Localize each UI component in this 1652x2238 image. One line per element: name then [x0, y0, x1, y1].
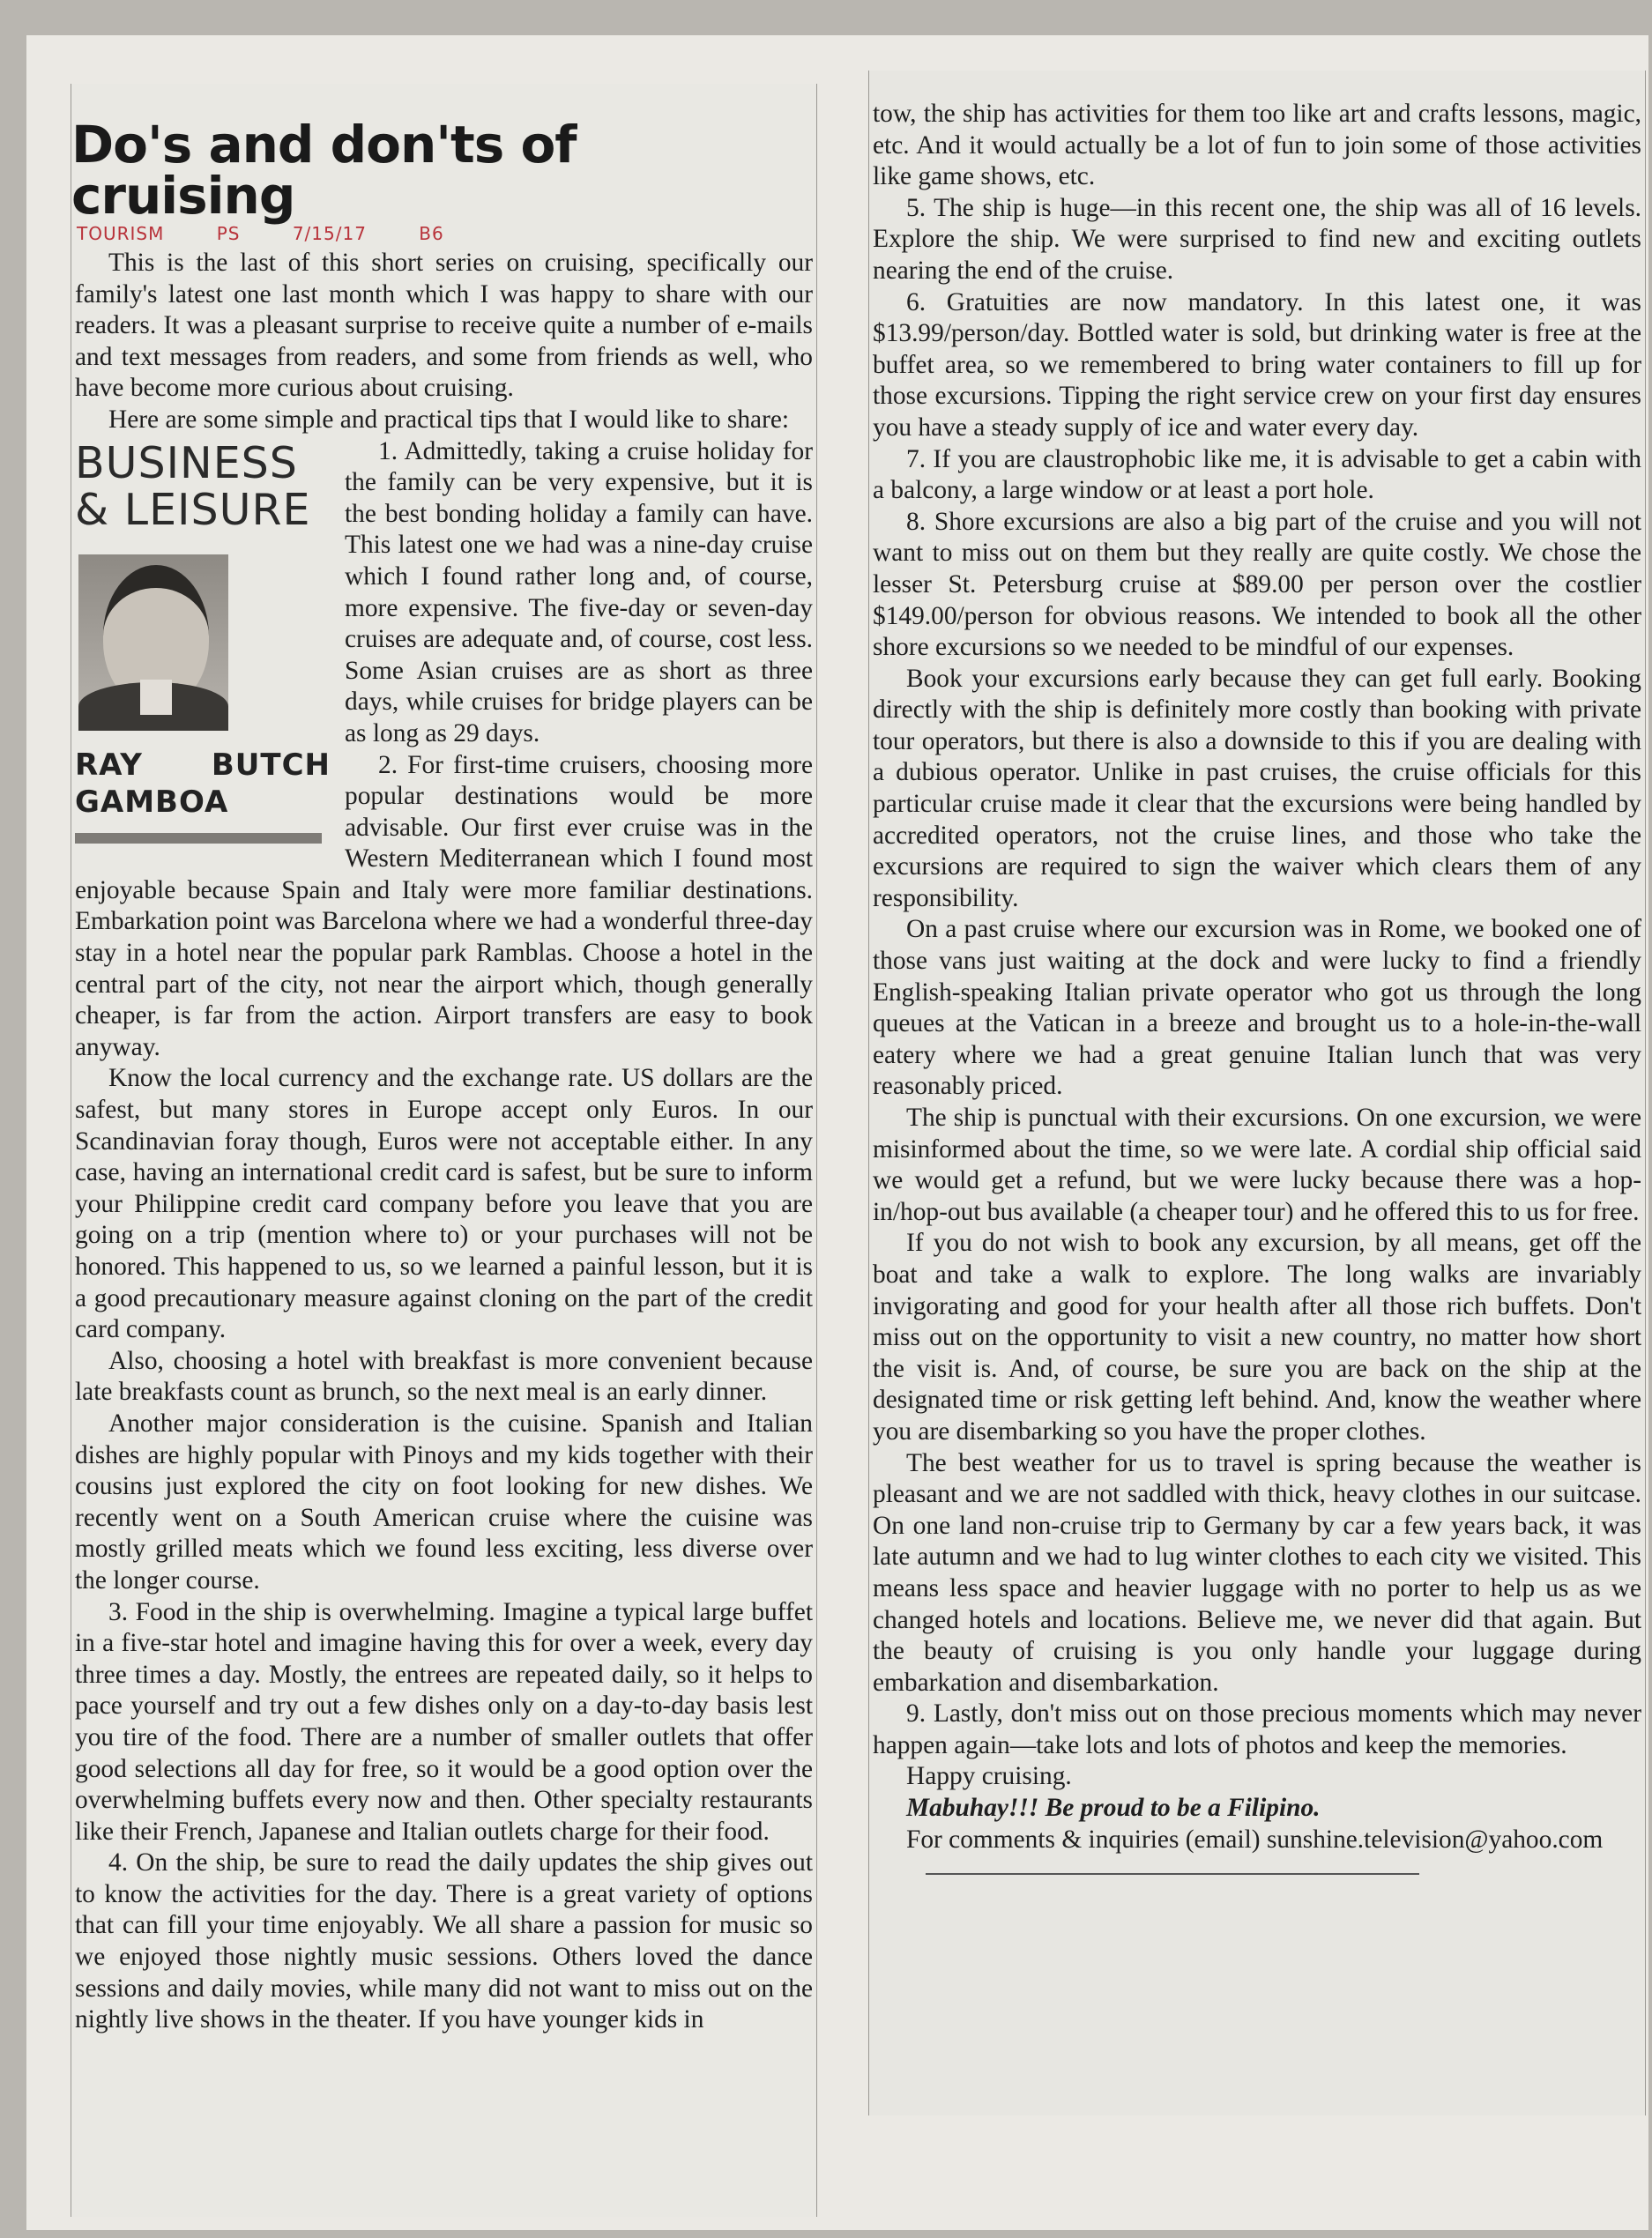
headline: Do's and don'ts of cruising: [71, 115, 577, 226]
paragraph: Happy cruising.: [906, 1762, 1072, 1791]
paragraph: 6. Gratuities are now mandatory. In this latest one, it was $13.99/person/day. Bottled water is sold, but drinking water is free at the buffet area, so we remembered to bring water containers to fill up for those excursions. Tipping the right service crew on your first day ensures you have a steady supply of ice and water every day.: [873, 287, 1641, 442]
handwritten-annotation: TOURISM PS 7/15/17 B6: [77, 223, 444, 244]
paragraph: Here are some simple and practical tips that I would like to share:: [108, 405, 790, 434]
paragraph: 9. Lastly, don't miss out on those precious moments which may never happen again—take lots and lots of photos and keep the memories.: [873, 1699, 1641, 1759]
paragraph: The ship is punctual with their excursions. On one excursion, we were misinformed about the time, so we were late. A cordial ship official said we would get a refund, but we were lucky because there was a hop-in/hop-out bus available (a cheaper tour) and he offered this to us for free.: [873, 1104, 1641, 1226]
paragraph: tow, the ship has activities for them too like art and crafts lessons, magic, etc. And it would actually be a lot of fun to join some of those activities like game shows, etc.: [873, 100, 1641, 191]
paragraph: The best weather for us to travel is spring because the weather is pleasant and we are not saddled with thick, heavy clothes in our suitcase. On one land non-cruise trip to Germany by car a few years back, it was late autumn and we had to lug winter clothes to each city we visited. This means less space and heavier luggage with no porter to help us as we changed hotels and locations. Believe me, we never did that again. But the beauty of cruising is you only handle your luggage during embarkation and disembarkation.: [873, 1448, 1641, 1697]
paragraph: 3. Food in the ship is overwhelming. Imagine a typical large buffet in a five-star hotel and imagine having this for over a week, every day three times a day. Mostly, the entrees are repeated daily, so it helps to pace yourself and try out a few dishes only on a day-to-day basis lest you tire of the food. There are a number of smaller outlets that offer good selections all day for free, so it would be a good option over the overwhelming buffets every now and then. Other specialty restaurants like their French, Japanese and Italian outlets charge for their food.: [75, 1597, 813, 1846]
paragraph: Book your excursions early because they can get full early. Booking directly with the ship is definitely more costly than booking with private tour operators, but there is also a downside to this if you are dealing with a dubious operator. Unlike in past cruises, the cruise officials for this particular cruise made it clear that the excursions were being handled by accredited operators, not the cruise lines, and those who take the excursions are required to sign the waiver which clears them of any responsibility.: [873, 664, 1641, 912]
paragraph: 7. If you are claustrophobic like me, it is advisable to get a cabin with a balcony, a large window or at least a port hole.: [873, 444, 1641, 505]
paragraph: 1. Admittedly, taking a cruise holiday for the family can be very expensive, but it is the best bonding holiday a family can have. This latest one we had was a nine-day cruise which I found rather long and, of course, more expensive. The five-day or seven-day cruises are adequate and, of course, cost less. Some Asian cruises are as short as three days, while cruises for bridge players can be as long as 29 days.: [345, 436, 813, 747]
paragraph: 8. Shore excursions are also a big part of the cruise and you will not want to miss out on them but they really are quite costly. We chose the lesser St. Petersburg cruise at $89.00 per person over the costlier $149.00/person for obvious reasons. We intended to book all the other shore excursions so we needed to be mindful of our expenses.: [873, 507, 1641, 662]
section-label: BUSINESS & LEISURE: [75, 437, 311, 535]
right-column: [868, 71, 1646, 2115]
paragraph: Also, choosing a hotel with breakfast is more convenient because late breakfasts count as brunch, so the next meal is an early dinner.: [75, 1346, 813, 1407]
paragraph: Another major consideration is the cuisine. Spanish and Italian dishes are highly popular with Pinoys and my kids together with their cousins just explored the city on foot looking for new dishes. We recently went on a South American cruise where the cuisine was mostly grilled meats which we found less exciting, less diverse over the longer course.: [75, 1409, 813, 1595]
paragraph: 5. The ship is huge—in this recent one, the ship was all of 16 levels. Explore the ship. We were surprised to find new and exciting outlets nearing the end of the cruise.: [873, 193, 1641, 285]
paragraph: 4. On the ship, be sure to read the daily updates the ship gives out to know the activities for the day. There is a great variety of options that can fill your time enjoyably. We all share a passion for music so we enjoyed those nightly music sessions. Others loved the dance sessions and daily movies, while many did not want to miss out on the nightly live shows in the theater. If you have younger kids in: [75, 1848, 813, 2034]
newspaper-clipping: [26, 35, 1648, 2230]
paragraph: Know the local currency and the exchange rate. US dollars are the safest, but many stores in Europe accept only Euros. In our Scandinavian foray though, Euros were not acceptable either. In any case, having an international credit card is safest, but be sure to inform your Philippine credit card company before you leave that you are going on a trip (mention where to) or your purchases will not be honored. This happened to us, so we learned a painful lesson, but it is a good precautionary measure against cloning on the part of the credit card company.: [75, 1064, 813, 1344]
right-body: [869, 71, 1645, 1875]
author-photo: [78, 554, 228, 731]
byline-box: [75, 437, 331, 844]
author-name: RAY BUTCH GAMBOA: [75, 747, 331, 820]
paragraph: This is the last of this short series on cruising, specifically our family's latest one last month which I was happy to share with our readers. It was a pleasant surprise to receive quite a number of e-mails and text messages from readers, and some from friends as well, who have become more curious about cruising.: [75, 249, 813, 403]
left-body: [71, 248, 816, 2036]
paragraph: 2. For first-time cruisers, choosing more popular destinations would be more advisable. Our first ever cruise was in the Western Mediterranean which I found most enjoyable because Spain and Italy were more familiar destinations. Embarkation point was Barcelona where we had a wonderful three-day stay in a hotel near the popular park Ramblas. Choose a hotel in the central part of the city, not near the airport which, though generally cheaper, is far from the action. Airport transfers are easy to book anyway.: [75, 750, 813, 1061]
divider: [75, 833, 322, 844]
left-column: [71, 84, 817, 2217]
contact-line: For comments & inquiries (email) sunshine.television@yahoo.com: [906, 1825, 1604, 1854]
closing-line: Mabuhay!!! Be proud to be a Filipino.: [906, 1794, 1321, 1823]
end-rule: [926, 1873, 1419, 1875]
paragraph: On a past cruise where our excursion was in Rome, we booked one of those vans just waiting at the dock and were lucky to find a friendly English-speaking Italian private operator who got us through the long queues at the Vatican in a breeze and brought us to a hole-in-the-wall eatery where we had a great genuine Italian lunch that was very reasonably priced.: [873, 915, 1641, 1101]
paragraph: If you do not wish to book any excursion, by all means, get off the boat and take a walk to explore. The long walks are invariably invigorating and good for your health after all those rich buffets. Don't miss out on the opportunity to visit a new country, no matter how short the visit is. And, of course, be sure you are back on the ship at the designated time or risk getting left behind. And, know the weather where you are disembarking so you have the proper clothes.: [873, 1229, 1641, 1446]
